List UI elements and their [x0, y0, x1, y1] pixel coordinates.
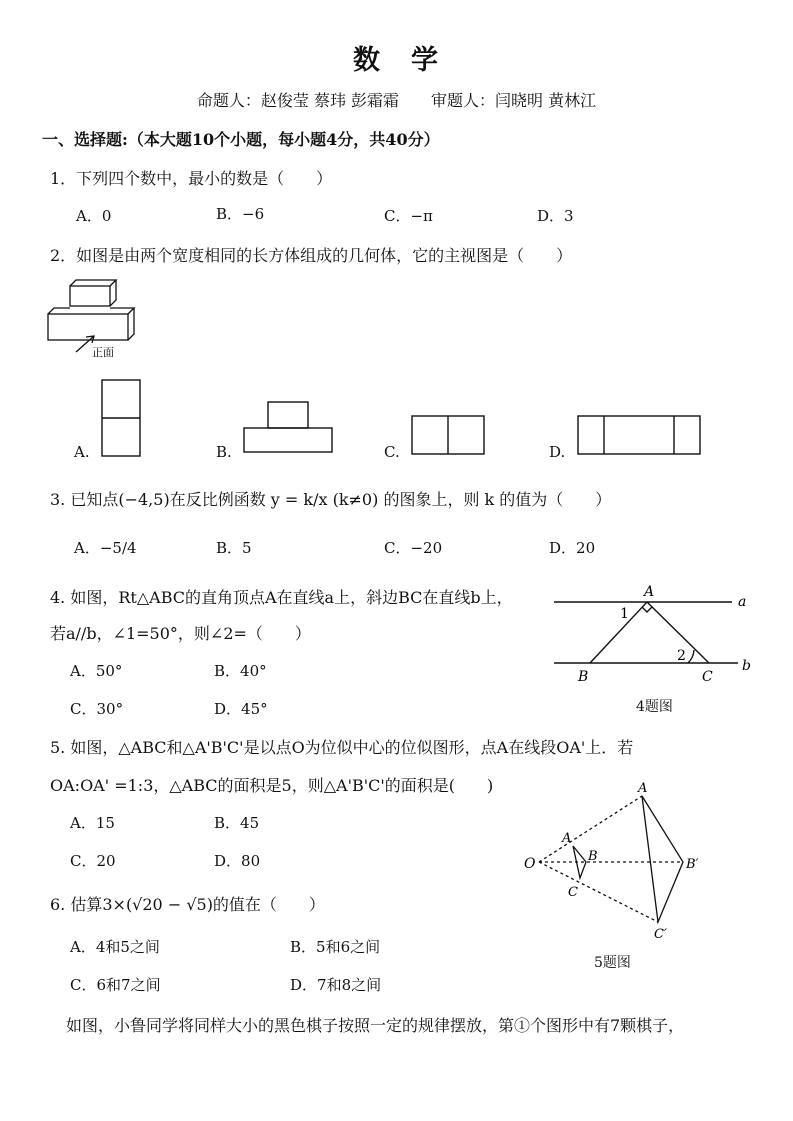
q4-caption: 4题图 [636, 699, 673, 715]
q4-option-b: B．40° [214, 662, 267, 680]
q6-option-b: B．5和6之间 [290, 938, 381, 956]
q2-front-label: 正面 [92, 346, 114, 359]
q6-stem: 6. 估算3×(√20 − √5)的值在（ ） [50, 895, 325, 914]
q5-option-d: D．80 [214, 852, 261, 870]
q2-stem: 2．如图是由两个宽度相同的长方体组成的几何体，它的主视图是（ ） [50, 246, 573, 265]
q1-option-c: C．−π [384, 207, 433, 225]
q4-label-a: a [738, 594, 747, 610]
q4-label-B: B [578, 669, 589, 685]
q4-option-d: D．45° [214, 700, 268, 718]
q1-stem: 1．下列四个数中，最小的数是（ ） [50, 169, 333, 188]
q5-line1: 5. 如图，△ABC和△A'B'C'是以点O为位似中心的位似图形，点A在线段OA'上．若 [50, 738, 634, 757]
q4-option-a: A．50° [70, 662, 123, 680]
q1-option-a: A．0 [76, 207, 112, 225]
q5-label-A-prime: A [638, 782, 648, 796]
q5-caption: 5题图 [594, 955, 631, 971]
authors-line: 命题人：赵俊莹 蔡玮 彭霜霜 审题人：闫晓明 黄林江 [196, 91, 597, 110]
q2-option-a-figure [98, 378, 144, 458]
page-title: 数 学 [353, 45, 440, 76]
q3-option-d: D．20 [549, 539, 596, 557]
q6-option-c: C．6和7之间 [70, 976, 161, 994]
q5-figure [518, 782, 718, 942]
q3-option-b: B．5 [216, 539, 252, 557]
q5-label-A: A [562, 831, 572, 846]
q2-option-b: B. [216, 443, 232, 461]
q2-solid-figure [40, 276, 150, 360]
q4-label-angle2: 2 [677, 648, 686, 664]
q2-option-a: A. [74, 443, 90, 461]
q5-option-c: C．20 [70, 852, 116, 870]
q3-option-a: A．−5/4 [74, 539, 137, 557]
q4-label-b: b [742, 658, 751, 674]
q4-option-c: C．30° [70, 700, 124, 718]
q2-option-c-figure [408, 412, 488, 456]
q4-label-angle1: 1 [620, 606, 629, 622]
q4-line1: 4. 如图，Rt△ABC的直角顶点A在直线a上，斜边BC在直线b上， [50, 588, 513, 607]
q2-option-d: D. [549, 443, 566, 461]
q5-label-O: O [524, 856, 536, 872]
q7-intro: 如图，小鲁同学将同样大小的黑色棋子按照一定的规律摆放，第①个图形中有7颗棋子， [66, 1016, 685, 1035]
q6-option-a: A．4和5之间 [70, 938, 160, 956]
q5-label-C: C [568, 885, 578, 900]
q2-option-d-figure [574, 412, 704, 456]
section-heading: 一、选择题:（本大题10个小题，每小题4分，共40分） [42, 130, 440, 149]
q2-option-c: C. [384, 443, 400, 461]
q5-line2: OA:OA' =1:3，△ABC的面积是5，则△A'B'C'的面积是( ) [50, 776, 494, 795]
q5-label-B-prime: B′ [686, 857, 699, 872]
q5-label-B: B [588, 849, 598, 864]
q3-option-c: C．−20 [384, 539, 443, 557]
q4-label-A: A [644, 584, 655, 600]
q6-option-d: D．7和8之间 [290, 976, 382, 994]
q3-stem: 3. 已知点(−4,5)在反比例函数 y = k/x (k≠0) 的图象上，则 k 的值为（ ） [50, 490, 612, 509]
q1-option-d: D．3 [537, 207, 574, 225]
q4-line2: 若a//b，∠1=50°，则∠2=（ ） [50, 624, 311, 643]
q5-label-C-prime: C′ [654, 927, 667, 942]
q4-label-C: C [702, 669, 713, 685]
q5-option-a: A．15 [70, 814, 115, 832]
q1-option-b: B．−6 [216, 205, 265, 223]
q5-option-b: B．45 [214, 814, 260, 832]
q2-option-b-figure [240, 398, 336, 456]
q4-figure [548, 580, 758, 688]
